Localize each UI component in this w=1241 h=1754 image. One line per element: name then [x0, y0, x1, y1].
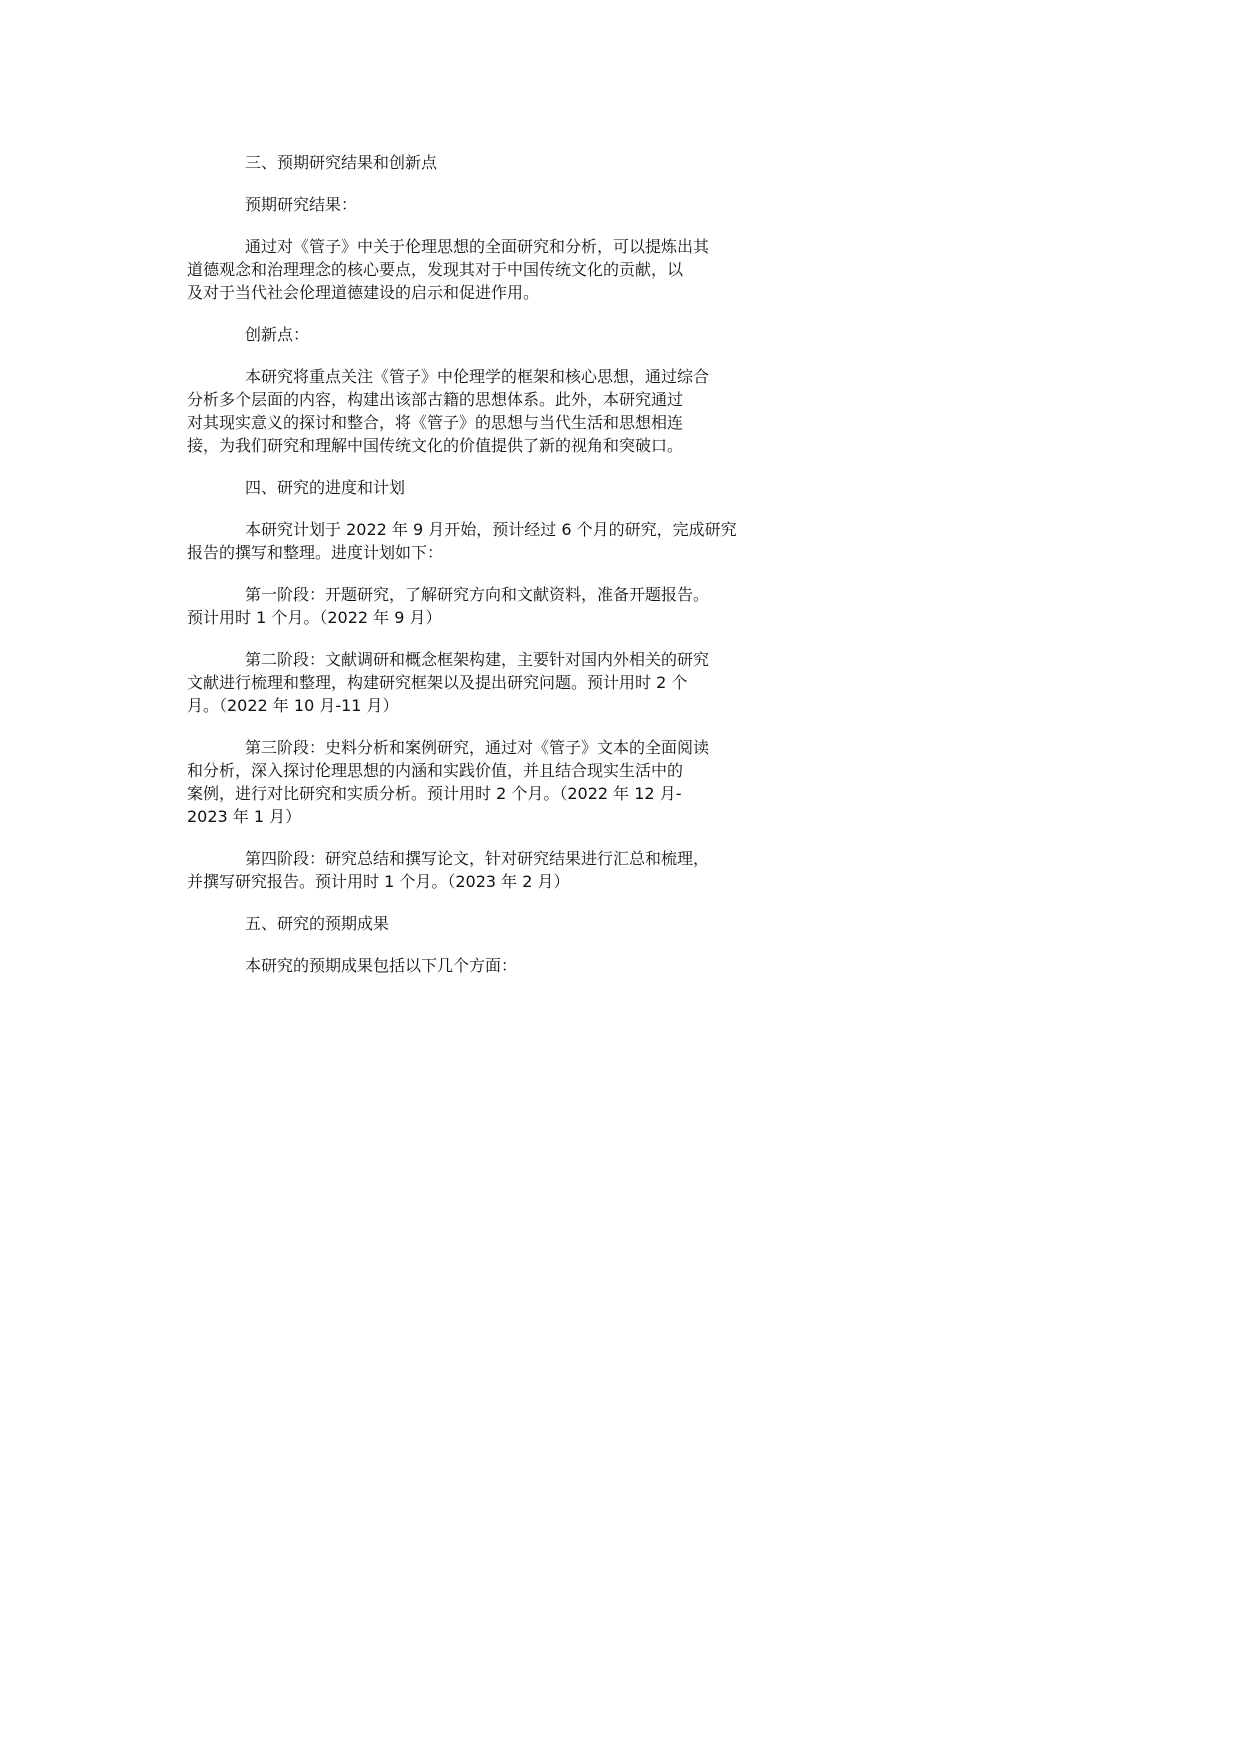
paragraph-line: 案例，进行对比研究和实质分析。预计用时 2 个月。（2022 年 12 月-: [187, 784, 682, 803]
paragraph-line: 第二阶段：文献调研和概念框架构建，主要针对国内外相关的研究: [245, 650, 710, 669]
paragraph-line: 文献进行梳理和整理，构建研究框架以及提出研究问题。预计用时 2 个: [187, 673, 688, 692]
paragraph-innovation: [187, 364, 1057, 456]
paragraph-outcomes-intro: [187, 953, 1057, 976]
paragraph-line: 月。（2022 年 10 月-11 月）: [187, 696, 399, 715]
paragraph-line: 接，为我们研究和理解中国传统文化的价值提供了新的视角和突破口。: [187, 436, 684, 455]
paragraph-stage-4: [187, 846, 1057, 892]
paragraph-line: 对其现实意义的探讨和整合，将《管子》的思想与当代生活和思想相连: [187, 413, 684, 432]
paragraph-line: 五、研究的预期成果: [245, 914, 390, 933]
paragraph-expected-results: [187, 234, 1057, 303]
paragraph-line: 三、预期研究结果和创新点: [245, 153, 438, 172]
paragraph-line: 本研究计划于 2022 年 9 月开始，预计经过 6 个月的研究，完成研究: [245, 520, 737, 539]
paragraph-line: 预期研究结果：: [245, 195, 358, 214]
paragraph-line: 四、研究的进度和计划: [245, 478, 406, 497]
subheading-expected-results: [187, 192, 1057, 215]
paragraph-line: 2023 年 1 月）: [187, 807, 302, 826]
paragraph-line: 第三阶段：史料分析和案例研究，通过对《管子》文本的全面阅读: [245, 738, 710, 757]
paragraph-stage-2: [187, 647, 1057, 716]
section-heading-progress-plan: [187, 475, 1057, 498]
paragraph-line: 道德观念和治理理念的核心要点，发现其对于中国传统文化的贡献，以: [187, 260, 684, 279]
paragraph-line: 并撰写研究报告。预计用时 1 个月。（2023 年 2 月）: [187, 872, 570, 891]
paragraph-line: 本研究的预期成果包括以下几个方面：: [245, 956, 518, 975]
paragraph-plan-intro: [187, 517, 1057, 563]
document-body: [187, 150, 1057, 976]
subheading-innovation: [187, 322, 1057, 345]
paragraph-line: 及对于当代社会伦理道德建设的启示和促进作用。: [187, 283, 540, 302]
paragraph-line: 第一阶段：开题研究，了解研究方向和文献资料，准备开题报告。: [245, 585, 710, 604]
paragraph-line: 分析多个层面的内容，构建出该部古籍的思想体系。此外，本研究通过: [187, 390, 684, 409]
paragraph-stage-3: [187, 735, 1057, 827]
paragraph-stage-1: [187, 582, 1057, 628]
paragraph-line: 本研究将重点关注《管子》中伦理学的框架和核心思想，通过综合: [245, 367, 710, 386]
paragraph-line: 创新点：: [245, 325, 310, 344]
section-heading-expected-results: [187, 150, 1057, 173]
paragraph-line: 预计用时 1 个月。（2022 年 9 月）: [187, 608, 442, 627]
paragraph-line: 报告的撰写和整理。进度计划如下：: [187, 543, 444, 562]
paragraph-line: 和分析，深入探讨伦理思想的内涵和实践价值，并且结合现实生活中的: [187, 761, 684, 780]
paragraph-line: 通过对《管子》中关于伦理思想的全面研究和分析，可以提炼出其: [245, 237, 710, 256]
paragraph-line: 第四阶段：研究总结和撰写论文，针对研究结果进行汇总和梳理，: [245, 849, 710, 868]
section-heading-expected-outcomes: [187, 911, 1057, 934]
